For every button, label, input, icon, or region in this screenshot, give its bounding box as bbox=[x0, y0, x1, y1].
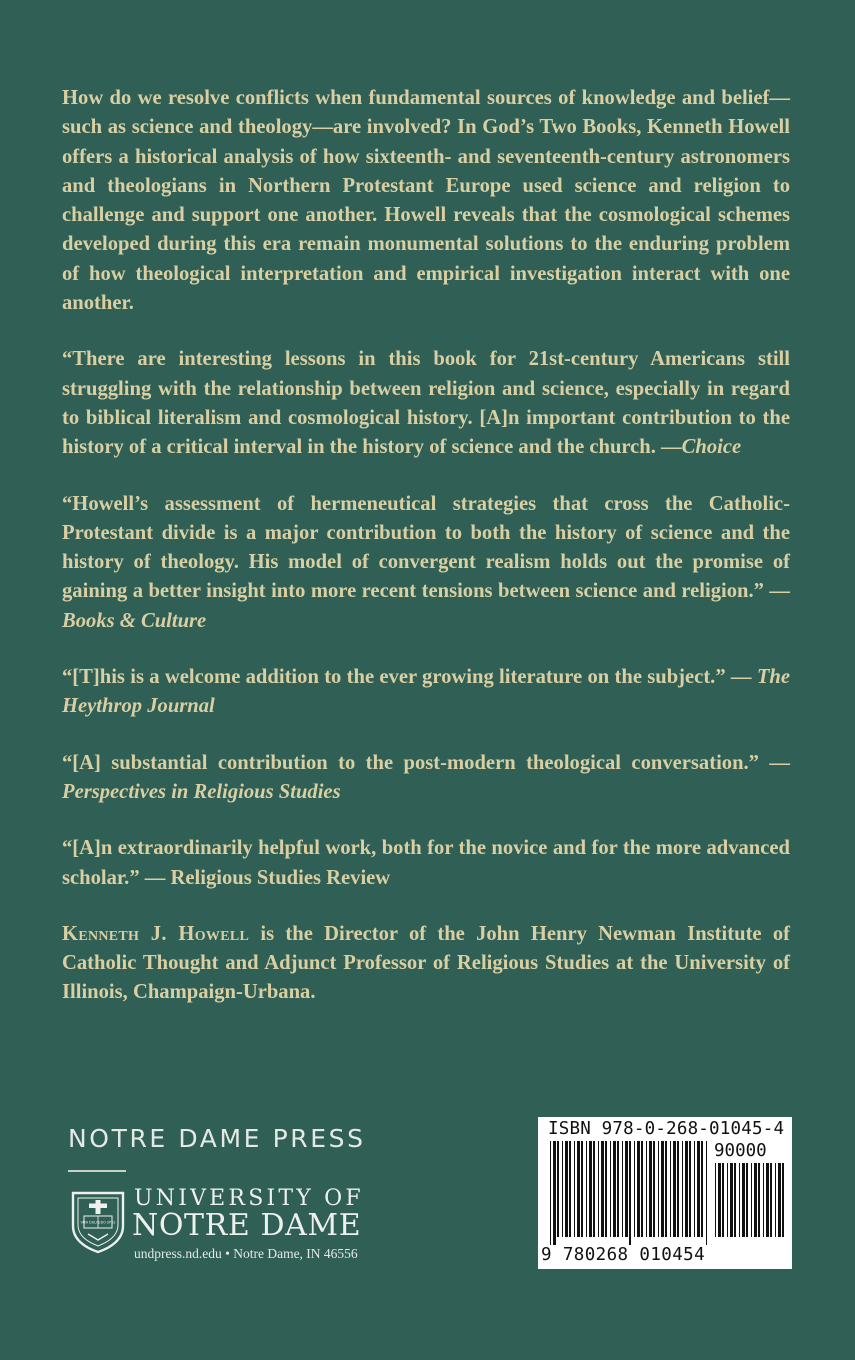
isbn-label: ISBN 978-0-268-01045-4 bbox=[548, 1119, 785, 1139]
barcode-bar bbox=[694, 1141, 695, 1237]
barcode-bar bbox=[715, 1163, 716, 1237]
barcode-bar bbox=[586, 1141, 587, 1237]
publisher-address: undpress.nd.edu • Notre Dame, IN 46556 bbox=[134, 1246, 358, 1261]
barcode-bar bbox=[670, 1141, 671, 1237]
barcode-bar bbox=[581, 1141, 583, 1237]
barcode-bar bbox=[730, 1163, 733, 1237]
barcode-bar bbox=[553, 1141, 556, 1245]
barcode-bar bbox=[665, 1141, 667, 1237]
barcode-bar bbox=[701, 1141, 703, 1237]
barcode-bar bbox=[685, 1141, 688, 1237]
review-source: Choice bbox=[681, 436, 742, 459]
press-name: NOTRE DAME PRESS bbox=[68, 1124, 366, 1153]
author-bio-text: is the Director of the John Henry Newman Institute of Catholic Thought and Adjunct Professor of Religious Studies at the University of Illinois, Champaign-Urbana. bbox=[62, 922, 790, 1004]
barcode-bar bbox=[682, 1141, 683, 1237]
barcode-bar bbox=[677, 1141, 679, 1237]
barcode-bar bbox=[658, 1141, 659, 1237]
review-heythrop bbox=[62, 663, 790, 722]
barcode-bar bbox=[739, 1163, 740, 1237]
barcode-bar bbox=[617, 1141, 619, 1237]
barcode-bar bbox=[653, 1141, 655, 1237]
barcode-bar bbox=[577, 1141, 580, 1237]
review-source: Perspectives in Religious Studies bbox=[62, 780, 341, 803]
barcode-bar bbox=[593, 1141, 595, 1237]
ean-number: 9 780268 010454 bbox=[541, 1245, 706, 1265]
back-cover-copy bbox=[62, 84, 790, 1035]
barcode-bar bbox=[706, 1141, 707, 1245]
barcode-bar bbox=[557, 1141, 559, 1237]
crest-motto: VITA DULCEDO SPES bbox=[80, 1220, 116, 1225]
review-source: The Heythrop Journal bbox=[62, 666, 790, 718]
barcode-bar bbox=[754, 1163, 757, 1237]
barcode-bar bbox=[649, 1141, 652, 1237]
ean-barcode bbox=[550, 1141, 710, 1245]
barcode-bar bbox=[661, 1141, 664, 1237]
review-quote: “Howell’s assessment of hermeneutical strategies that cross the Catholic-Protestant divide is a major contribution to both the history of science and the history of theology. His model of convergent realism holds out the promise of gaining a better insight into more recent tensions between science and religion.” — bbox=[62, 492, 790, 603]
barcode-bar bbox=[550, 1141, 551, 1245]
barcode-bar bbox=[646, 1141, 647, 1237]
review-quote: “There are interesting lessons in this book for 21st-century Americans still struggling with the relationship between religion and science, especially in regard to biblical literalism and cosmological history. [A]n important contribution to the history of a critical interval in the history of science and the church. — bbox=[62, 348, 790, 459]
review-perspectives bbox=[62, 749, 790, 808]
barcode-bar bbox=[697, 1141, 700, 1237]
barcode-bar bbox=[634, 1141, 635, 1237]
review-quote: “[A] substantial contribution to the post-modern theological conversation.” — bbox=[62, 751, 790, 774]
barcode-bar bbox=[565, 1141, 568, 1237]
barcode-bar bbox=[734, 1163, 736, 1237]
barcode-bar bbox=[589, 1141, 592, 1237]
review-quote: “[T]his is a welcome addition to the ever growing literature on the subject.” — bbox=[62, 666, 757, 689]
barcode-bar bbox=[613, 1141, 616, 1237]
barcode-bar bbox=[610, 1141, 611, 1237]
barcode-bar bbox=[598, 1141, 599, 1237]
author-name: Kenneth J. Howell bbox=[62, 922, 250, 945]
barcode-bar bbox=[601, 1141, 604, 1237]
university-name-line2: NOTRE DAME bbox=[132, 1208, 362, 1243]
barcode-bar bbox=[746, 1163, 748, 1237]
review-books-culture bbox=[62, 490, 790, 636]
barcode-bar bbox=[641, 1141, 643, 1237]
barcode-bar bbox=[766, 1163, 769, 1237]
book-description: How do we resolve conflicts when fundamental sources of knowledge and belief—such as science and theology—are involved? In God’s Two Books, Kenneth Howell offers a historical analysis of how sixteenth- and seventeenth-century astronomers and theologians in Northern Protestant Europe used science and religion to challenge and support one another. Howell reveals that the cosmological schemes developed during this era remain monumental solutions to the enduring problem of how theological interpretation and empirical investigation interact with one another. bbox=[62, 87, 790, 315]
price-code: 90000 bbox=[714, 1141, 767, 1161]
barcode-bar bbox=[689, 1141, 691, 1237]
university-name-line1: UNIVERSITY OF bbox=[134, 1186, 364, 1211]
review-quote: “[A]n extraordinarily helpful work, both for the novice and for the more advanced scholar.” — Religious Studies Review bbox=[62, 837, 790, 889]
addon-barcode bbox=[715, 1163, 787, 1245]
barcode-bar bbox=[574, 1141, 575, 1237]
barcode-bar bbox=[778, 1163, 781, 1237]
barcode-bar bbox=[673, 1141, 676, 1237]
barcode-bar bbox=[722, 1163, 724, 1237]
barcode-bar bbox=[751, 1163, 752, 1237]
review-choice bbox=[62, 345, 790, 462]
barcode-bar bbox=[775, 1163, 776, 1237]
barcode-bar bbox=[605, 1141, 607, 1237]
barcode-bar bbox=[718, 1163, 721, 1237]
barcode-bar bbox=[763, 1163, 764, 1237]
review-source: Books & Culture bbox=[62, 609, 207, 632]
barcode-bar bbox=[629, 1141, 631, 1245]
barcode-bar bbox=[727, 1163, 728, 1237]
barcode-bar bbox=[742, 1163, 745, 1237]
barcode-bar bbox=[622, 1141, 623, 1237]
barcode-bar bbox=[569, 1141, 571, 1237]
barcode-bar bbox=[758, 1163, 760, 1237]
barcode-bar bbox=[637, 1141, 640, 1237]
divider bbox=[68, 1170, 126, 1172]
university-crest-icon bbox=[70, 1190, 126, 1254]
barcode-bar bbox=[562, 1141, 563, 1237]
barcode-bar bbox=[625, 1141, 628, 1237]
barcode-bar bbox=[770, 1163, 772, 1237]
review-religious-studies bbox=[62, 834, 790, 893]
author-bio bbox=[62, 920, 790, 1008]
barcode-bar bbox=[782, 1163, 784, 1237]
